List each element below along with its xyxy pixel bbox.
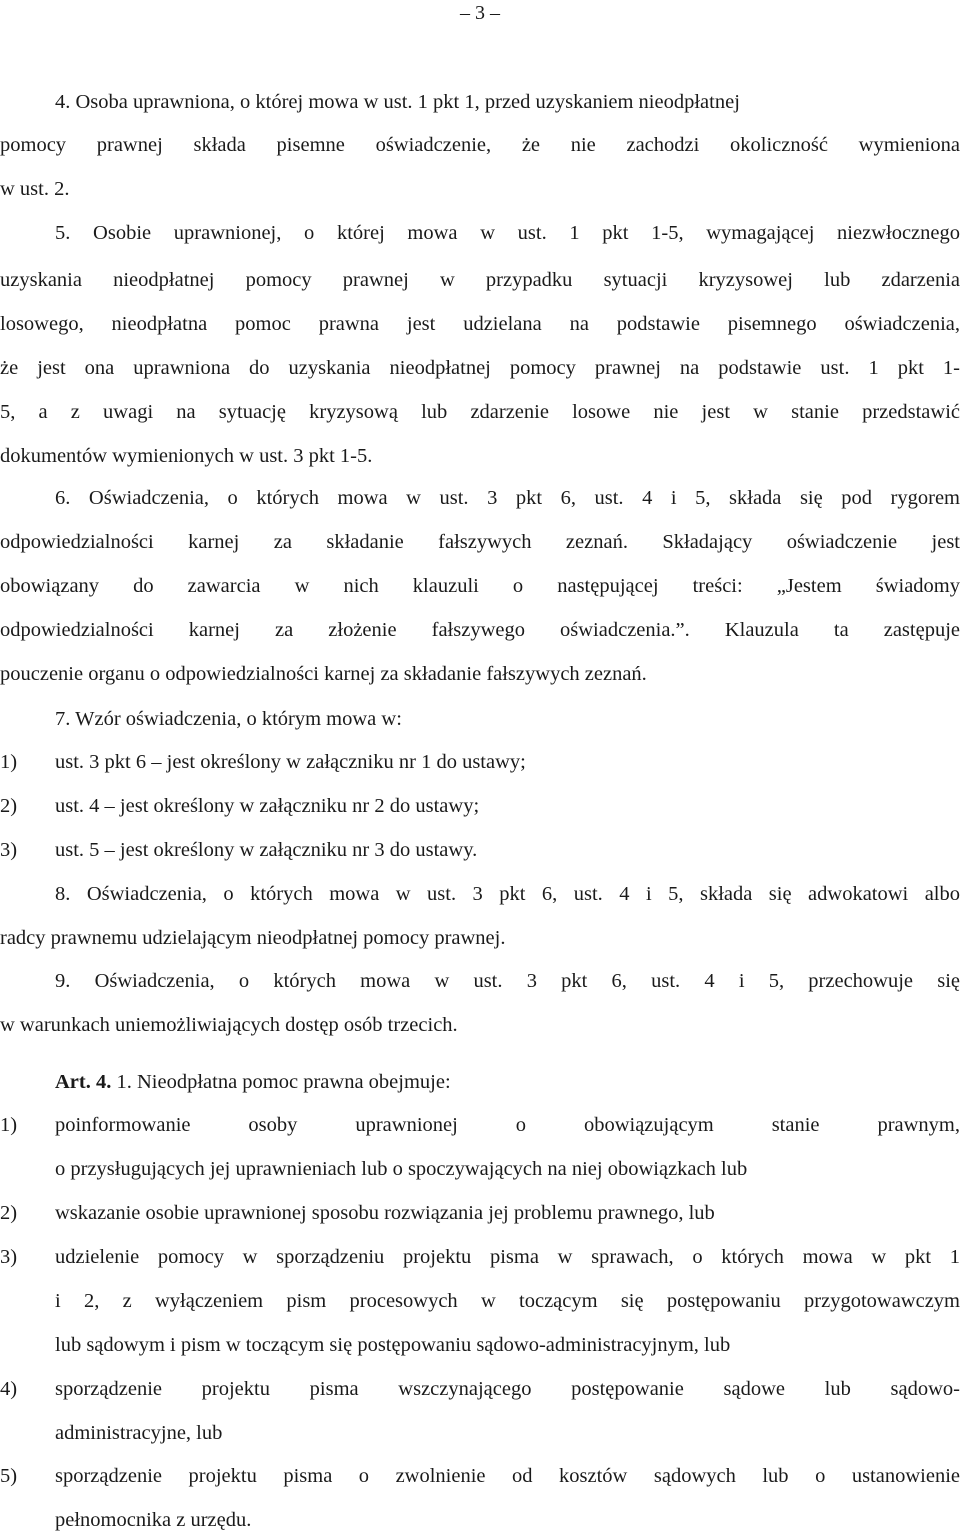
paragraph-line: w warunkach uniemożliwiających dostęp osób trzecich. [0,1014,458,1036]
list-item-text: ust. 5 – jest określony w załączniku nr 3 do ustawy. [55,839,478,861]
paragraph-line: 7. Wzór oświadczenia, o którym mowa w: [55,708,402,730]
paragraph-line: w ust. 2. [0,178,70,200]
list-item-number: 3) [0,839,18,861]
list-item-number: 1) [0,751,18,773]
paragraph-line: że jest ona uprawniona do uzyskania nieodpłatnej pomocy prawnej na podstawie ust. 1 pkt 1- [0,357,960,379]
list-item-line: i 2, z wyłączeniem pism procesowych w toczącym się postępowaniu przygotowawczym [55,1290,960,1312]
paragraph-line: odpowiedzialności karnej za złożenie fałszywego oświadczenia.”. Klauzula ta zastępuje [0,619,960,641]
paragraph-line: 6. Oświadczenia, o których mowa w ust. 3 pkt 6, ust. 4 i 5, składa się pod rygorem [55,487,960,509]
paragraph-line: 5. Osobie uprawnionej, o której mowa w ust. 1 pkt 1-5, wymagającej niezwłocznego [55,222,960,244]
paragraph-line: 8. Oświadczenia, o których mowa w ust. 3 pkt 6, ust. 4 i 5, składa się adwokatowi albo [55,883,960,905]
list-item-line: wskazanie osobie uprawnionej sposobu rozwiązania jej problemu prawnego, lub [55,1202,715,1224]
paragraph-line: losowego, nieodpłatna pomoc prawna jest udzielana na podstawie pisemnego oświadczenia, [0,313,960,335]
paragraph-line: obowiązany do zawarcia w nich klauzuli o następującej treści: „Jestem świadomy [0,575,960,597]
paragraph-line: pomocy prawnej składa pisemne oświadczenie, że nie zachodzi okoliczność wymieniona [0,134,960,156]
list-item-line: sporządzenie projektu pisma wszczynającego postępowanie sądowe lub sądowo- [55,1378,960,1400]
paragraph-line: 5, a z uwagi na sytuację kryzysową lub zdarzenie losowe nie jest w stanie przedstawić [0,401,960,423]
list-item-text: ust. 4 – jest określony w załączniku nr 2 do ustawy; [55,795,480,817]
article-intro: 1. Nieodpłatna pomoc prawna obejmuje: [111,1071,451,1093]
list-item-number: 5) [0,1465,18,1487]
list-item-line: udzielenie pomocy w sporządzeniu projektu pisma w sprawach, o których mowa w pkt 1 [55,1246,960,1268]
list-item-number: 1) [0,1114,18,1136]
paragraph-line: 9. Oświadczenia, o których mowa w ust. 3 pkt 6, ust. 4 i 5, przechowuje się [55,970,960,992]
paragraph-line: pouczenie organu o odpowiedzialności karnej za składanie fałszywych zeznań. [0,663,647,685]
article-heading [55,1068,960,1096]
list-item-text: ust. 3 pkt 6 – jest określony w załączniku nr 1 do ustawy; [55,751,526,773]
article-label: Art. 4. [55,1071,112,1093]
paragraph-line: odpowiedzialności karnej za składanie fałszywych zeznań. Składający oświadczenie jest [0,531,960,553]
list-item-line: administracyjne, lub [55,1422,223,1444]
list-item-line: lub sądowym i pism w toczącym się postępowaniu sądowo-administracyjnym, lub [55,1334,731,1356]
paragraph-line: radcy prawnemu udzielającym nieodpłatnej pomocy prawnej. [0,927,506,949]
paragraph-line: uzyskania nieodpłatnej pomocy prawnej w przypadku sytuacji kryzysowej lub zdarzenia [0,269,960,291]
list-item-line: o przysługujących jej uprawnieniach lub o spoczywających na niej obowiązkach lub [55,1158,748,1180]
list-item-line: poinformowanie osoby uprawnionej o obowiązującym stanie prawnym, [55,1114,960,1136]
list-item-number: 2) [0,795,18,817]
paragraph-line: dokumentów wymienionych w ust. 3 pkt 1-5. [0,445,373,467]
list-item-number: 3) [0,1246,18,1268]
page-number: – 3 – [460,2,500,24]
list-item-line: sporządzenie projektu pisma o zwolnienie od kosztów sądowych lub o ustanowienie [55,1465,960,1487]
list-item-number: 4) [0,1378,18,1400]
list-item-line: pełnomocnika z urzędu. [55,1509,252,1531]
list-item-number: 2) [0,1202,18,1224]
paragraph-line: 4. Osoba uprawniona, o której mowa w ust. 1 pkt 1, przed uzyskaniem nieodpłatnej [55,91,740,113]
